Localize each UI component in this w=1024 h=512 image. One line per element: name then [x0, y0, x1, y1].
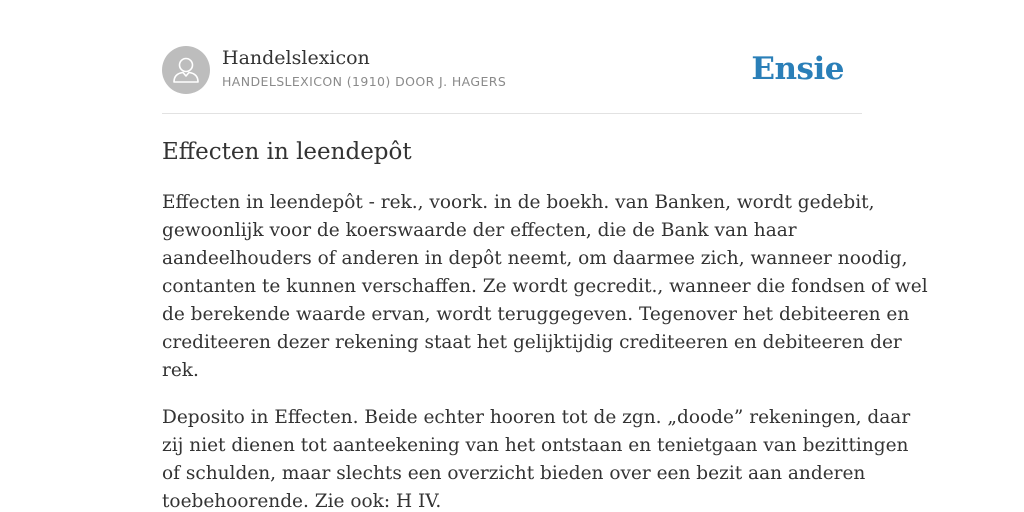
text-line: zij niet dienen tot aanteekening van het ontstaan en tenietgaan van bezittingen: [162, 435, 909, 456]
text-line: toebehoorende. Zie ook: H IV.: [162, 491, 442, 512]
source-subtitle: HANDELSLEXICON (1910) DOOR J. HAGERS: [222, 74, 507, 89]
text-line: crediteeren dezer rekening staat het gelijktijdig crediteeren en debiteeren der: [162, 332, 902, 353]
user-placeholder-icon: [162, 46, 210, 94]
text-line: Deposito in Effecten. Beide echter hooren tot de zgn. „doode” rekeningen, daar: [162, 407, 911, 428]
source-header: [162, 46, 862, 96]
source-name[interactable]: Handelslexicon: [222, 47, 370, 69]
text-line: Effecten in leendepôt - rek., voork. in de boekh. van Banken, wordt gedebit,: [162, 192, 875, 213]
text-line: contanten te kunnen verschaffen. Ze wordt gecredit., wanneer die fondsen of wel: [162, 276, 928, 297]
text-line: aandeelhouders of anderen in depôt neemt, om daarmee zich, wanneer noodig,: [162, 248, 908, 269]
article-title: Effecten in leendepôt: [162, 139, 412, 165]
text-line: rek.: [162, 360, 199, 381]
header-divider: [162, 113, 862, 114]
article-paragraph: [162, 189, 928, 385]
avatar[interactable]: [162, 46, 210, 94]
ensie-logo[interactable]: Ensie: [751, 51, 844, 87]
article-body: [162, 189, 928, 512]
text-line: de berekende waarde ervan, wordt teruggegeven. Tegenover het debiteeren en: [162, 304, 910, 325]
text-line: of schulden, maar slechts een overzicht bieden over een bezit aan anderen: [162, 463, 866, 484]
article-paragraph: [162, 404, 911, 512]
text-line: gewoonlijk voor de koerswaarde der effecten, die de Bank van haar: [162, 220, 797, 241]
